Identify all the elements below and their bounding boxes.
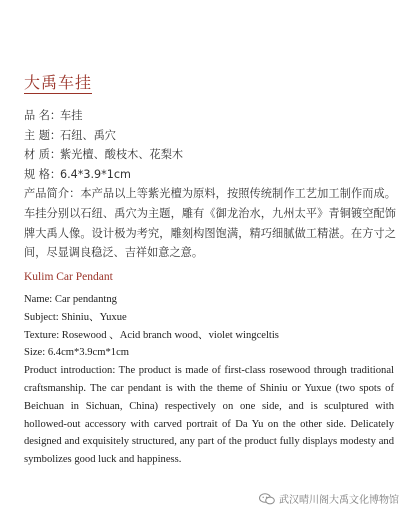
wechat-icon	[259, 493, 275, 505]
cn-name-key: 品 名：	[24, 109, 62, 122]
cn-material-value: 紫光檀、酸枝木、花梨木	[60, 148, 184, 162]
en-texture: Texture: Rosewood 、Acid branch wood、violet wingceltis	[24, 329, 279, 341]
cn-subject-value: 石纽、禹穴	[60, 128, 116, 142]
chinese-description	[24, 106, 396, 263]
cn-subject-row	[24, 126, 396, 146]
cn-subject-key: 主 题：	[24, 128, 62, 142]
cn-name-value: 车挂	[60, 109, 83, 122]
english-description	[24, 291, 394, 469]
cn-size-row	[24, 165, 396, 185]
cn-intro: 产品简介：本产品以上等紫光檀为原料，按照传统制作工艺加工制作而成。车挂分别以石纽、禹穴为主题，雕有《御龙治水，九州太平》青铜镀空配饰牌大禹人像。设计极为考究，雕刻构图饱满，精巧细腻做工精湛。在方寸之间，尽显调良稳泛、吉祥如意之意。	[24, 187, 396, 260]
en-name: Name: Car pendantng	[24, 294, 117, 305]
watermark	[259, 491, 399, 506]
cn-material-key: 材 质：	[24, 148, 62, 162]
cn-material-row	[24, 145, 396, 165]
cn-size-key: 规 格：	[24, 167, 62, 181]
cn-name-row	[24, 106, 396, 126]
en-size: Size: 6.4cm*3.9cm*1cm	[24, 347, 130, 359]
watermark-text: 武汉晴川阁大禹文化博物馆	[279, 495, 399, 506]
en-subject: Subject: Shiniu、Yuxue	[24, 311, 127, 323]
cn-size-value: 6.4*3.9*1cm	[60, 167, 131, 181]
page-title: 大禹车挂	[24, 73, 93, 92]
english-title: Kulim Car Pendant	[24, 271, 113, 283]
title-underline	[24, 93, 92, 94]
en-intro: Product introduction: The product is made of first-class rosewood through traditional craftsmanship. The car pendant is with the theme of Shiniu or Yuxue (two spots of Beichuan in Sichuan, China) respectively on one side, and is sculptured with hollowed-out accessory with carved portrait of Da Yu on the other side. Delicately designed and exquisitely structured, any part of the product fully displays modesty and symbolizes good luck and happiness.	[24, 365, 394, 466]
